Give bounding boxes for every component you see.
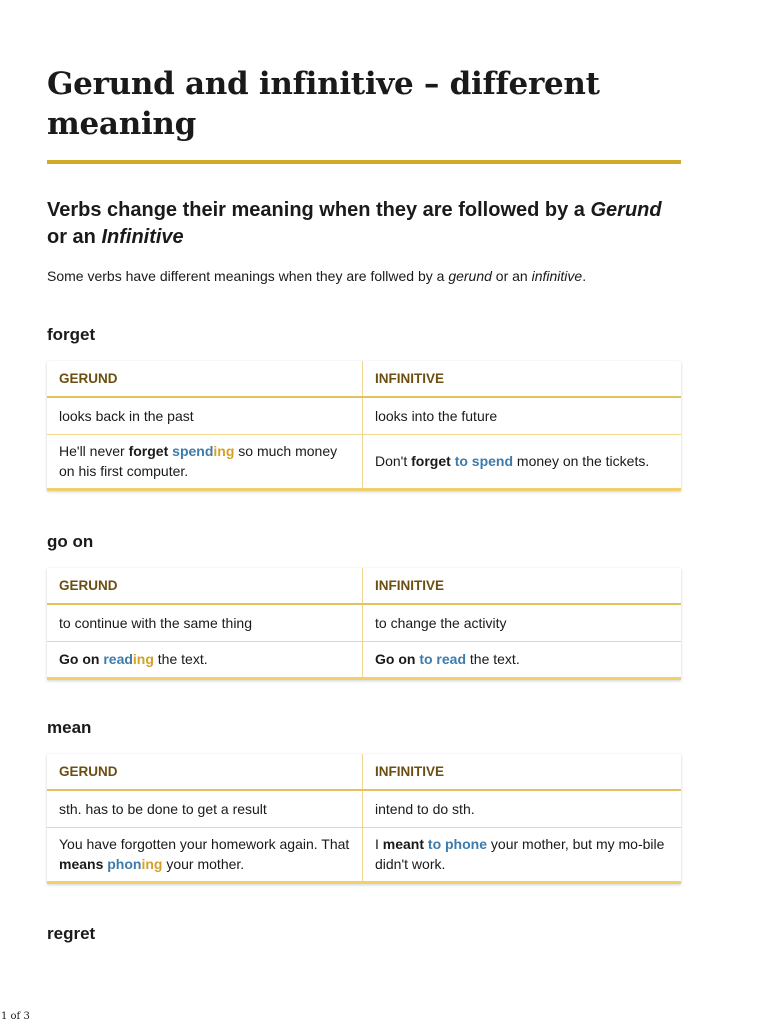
meaning-infinitive: looks into the future bbox=[363, 397, 682, 434]
example-gerund bbox=[47, 641, 363, 678]
meaning-gerund: sth. has to be done to get a result bbox=[47, 790, 363, 827]
col-header-infinitive: INFINITIVE bbox=[363, 568, 682, 604]
example-rest: your mother. bbox=[162, 856, 245, 872]
example-verb: Go on bbox=[59, 651, 100, 667]
subtitle-gerund: Gerund bbox=[590, 199, 662, 221]
intro-infinitive: infinitive bbox=[531, 268, 583, 284]
infinitive-form: to spend bbox=[454, 453, 514, 469]
page-counter: 1 of 3 bbox=[1, 1011, 30, 1022]
meaning-gerund: to continue with the same thing bbox=[47, 604, 363, 641]
example-rest: the text. bbox=[466, 651, 520, 667]
example-gerund bbox=[47, 434, 363, 489]
intro-text: Some verbs have different meanings when they are follwed by a bbox=[47, 268, 449, 284]
heading-regret: regret bbox=[47, 924, 96, 943]
example-verb: Go on bbox=[375, 651, 416, 667]
intro-end: . bbox=[582, 268, 587, 284]
gerund-stem: phon bbox=[107, 856, 142, 872]
table-row bbox=[47, 604, 681, 641]
col-header-gerund: GERUND bbox=[47, 754, 363, 790]
gerund-ending: ing bbox=[141, 856, 163, 872]
example-text: He'll never bbox=[59, 443, 129, 459]
col-header-infinitive: INFINITIVE bbox=[363, 754, 682, 790]
col-header-gerund: GERUND bbox=[47, 568, 363, 604]
example-verb: forget bbox=[128, 443, 169, 459]
infinitive-form: to phone bbox=[427, 836, 488, 852]
meaning-infinitive: to change the activity bbox=[363, 604, 682, 641]
table-row bbox=[47, 434, 681, 489]
example-text: I bbox=[375, 836, 383, 852]
table-row bbox=[47, 827, 681, 882]
table-go-on bbox=[47, 568, 681, 680]
example-verb: means bbox=[59, 856, 104, 872]
subtitle-infinitive: Infinitive bbox=[101, 226, 184, 248]
gerund-stem: read bbox=[103, 651, 133, 667]
example-infinitive bbox=[363, 827, 682, 882]
example-rest: money on the tickets. bbox=[513, 453, 650, 469]
example-rest: your mother, but my mo-bile didn't work. bbox=[375, 836, 665, 872]
table-row bbox=[47, 397, 681, 434]
heading-forget: forget bbox=[47, 325, 96, 344]
meaning-gerund: looks back in the past bbox=[47, 397, 363, 434]
page-title: Gerund and infinitive – different meaning bbox=[47, 66, 600, 142]
infinitive-form: to read bbox=[419, 651, 467, 667]
gerund-stem: spend bbox=[172, 443, 214, 459]
example-rest: the text. bbox=[153, 651, 208, 667]
gerund-ending: ing bbox=[213, 443, 235, 459]
example-verb: meant bbox=[382, 836, 425, 852]
intro-paragraph bbox=[47, 266, 586, 286]
example-rest: so much money on his first computer. bbox=[59, 443, 338, 479]
table-mean bbox=[47, 754, 681, 884]
heading-go-on: go on bbox=[47, 532, 94, 551]
table-row bbox=[47, 790, 681, 827]
col-header-infinitive: INFINITIVE bbox=[363, 361, 682, 397]
example-verb: forget bbox=[411, 453, 451, 469]
gerund-ending: ing bbox=[132, 651, 154, 667]
table-header-row bbox=[47, 568, 681, 604]
example-gerund bbox=[47, 827, 363, 882]
example-infinitive bbox=[363, 641, 682, 678]
intro-mid: or an bbox=[491, 268, 532, 284]
intro-gerund: gerund bbox=[448, 268, 492, 284]
table-forget bbox=[47, 361, 681, 491]
example-text: Don't bbox=[375, 453, 412, 469]
title-divider bbox=[47, 160, 681, 164]
section-subtitle bbox=[47, 197, 681, 251]
table-header-row bbox=[47, 361, 681, 397]
col-header-gerund: GERUND bbox=[47, 361, 363, 397]
table-row bbox=[47, 641, 681, 678]
example-text: You have forgotten your homework again. That bbox=[59, 836, 350, 852]
example-infinitive bbox=[363, 434, 682, 489]
meaning-infinitive: intend to do sth. bbox=[363, 790, 682, 827]
table-header-row bbox=[47, 754, 681, 790]
subtitle-text: Verbs change their meaning when they are followed by a bbox=[47, 199, 591, 221]
subtitle-mid: or an bbox=[47, 226, 102, 248]
heading-mean: mean bbox=[47, 718, 92, 737]
